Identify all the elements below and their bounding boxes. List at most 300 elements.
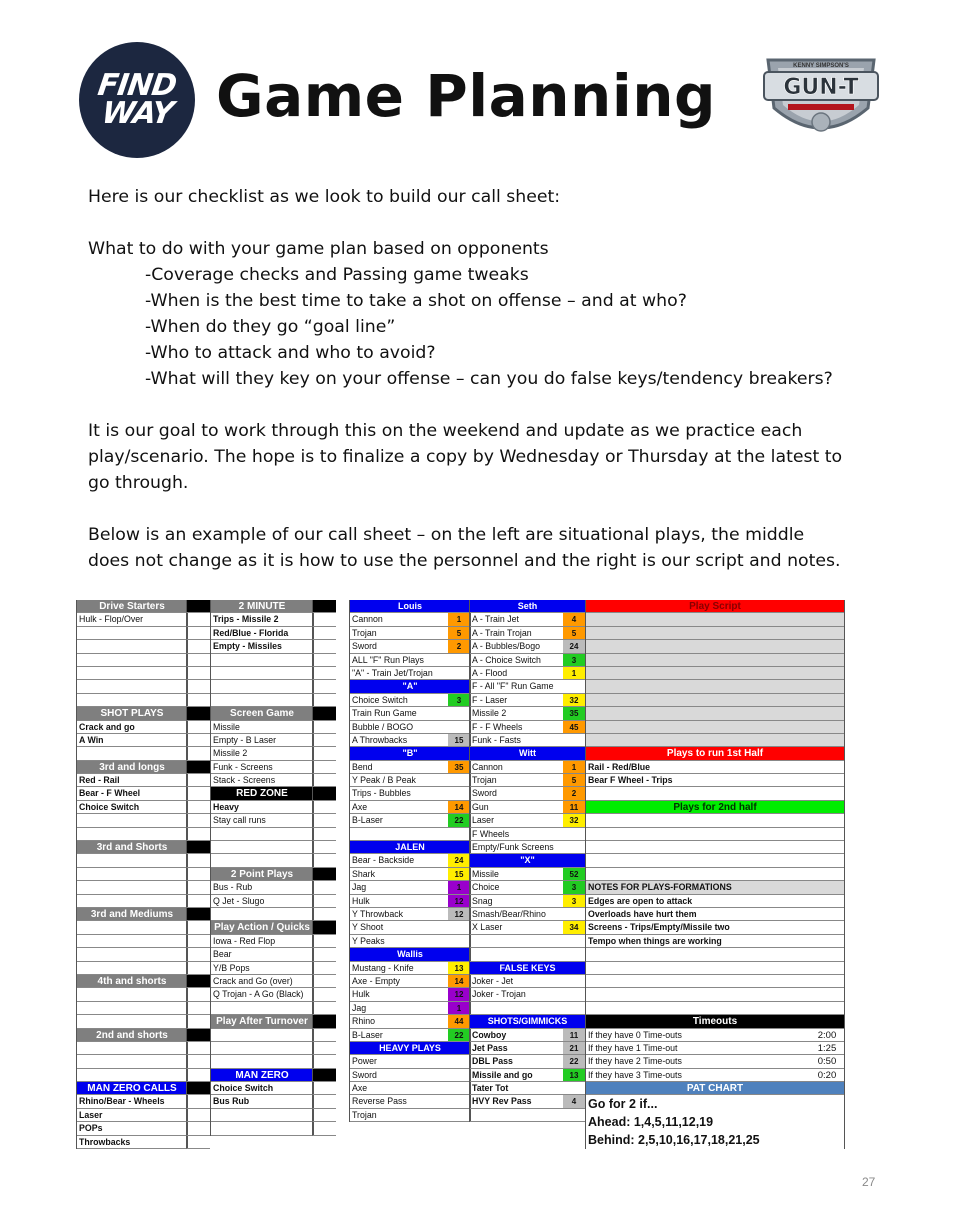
sheet-row bbox=[470, 921, 585, 934]
sheet-cell-number: 5 bbox=[448, 627, 470, 639]
sheet-header-cell bbox=[77, 600, 187, 613]
sheet-row bbox=[211, 935, 313, 948]
sheet-cell-text: Power bbox=[352, 1056, 377, 1067]
sheet-cell-text: MAN ZERO bbox=[235, 1069, 289, 1081]
sheet-spacer-cell bbox=[186, 774, 210, 787]
sheet-row bbox=[586, 935, 844, 948]
sheet-cell-number: 21 bbox=[563, 1042, 585, 1054]
sheet-cell-text: Trips - Bubbles bbox=[352, 788, 411, 799]
sheet-cell-number: 3 bbox=[563, 881, 585, 893]
sheet-cell-number: 11 bbox=[563, 801, 585, 813]
sheet-cell-text: Go for 2 if... bbox=[588, 1097, 658, 1112]
sheet-spacer-cell bbox=[312, 1029, 336, 1042]
sheet-row bbox=[77, 881, 187, 894]
sheet-cell-text: Reverse Pass bbox=[352, 1096, 407, 1107]
sheet-spacer-cell bbox=[186, 787, 210, 800]
sheet-spacer-cell bbox=[186, 895, 210, 908]
sheet-spacer-cell bbox=[186, 1029, 210, 1042]
sheet-cell-text: JALEN bbox=[395, 842, 425, 853]
sheet-spacer-cell bbox=[312, 1095, 336, 1108]
sheet-row bbox=[211, 654, 313, 667]
sheet-row bbox=[211, 841, 313, 854]
sheet-cell-number: 4 bbox=[563, 613, 585, 625]
sheet-cell-text: If they have 1 Time-out bbox=[588, 1042, 678, 1053]
sheet-row bbox=[77, 1055, 187, 1068]
sheet-row bbox=[211, 667, 313, 680]
sheet-row bbox=[211, 895, 313, 908]
sheet-cell-number: 13 bbox=[563, 1069, 585, 1081]
sheet-cell-text: "A" - Train Jet/Trojan bbox=[352, 667, 433, 678]
paragraph-line: go through. bbox=[88, 473, 189, 493]
sheet-row bbox=[350, 774, 470, 787]
sheet-cell-text: Iowa - Red Flop bbox=[213, 935, 276, 946]
call-sheet-personnel-column-2 bbox=[469, 600, 586, 1122]
sheet-row bbox=[470, 1082, 585, 1095]
sheet-cell-text: MAN ZERO CALLS bbox=[87, 1083, 177, 1095]
sheet-spacer-cell bbox=[186, 854, 210, 867]
sheet-spacer-cell bbox=[186, 814, 210, 827]
sheet-spacer-cell bbox=[312, 761, 336, 774]
sheet-cell-text: Axe bbox=[352, 1083, 368, 1094]
call-sheet-situational-column bbox=[76, 600, 188, 1149]
sheet-cell-number: 22 bbox=[448, 814, 470, 826]
sheet-cell-text: POPs bbox=[79, 1123, 103, 1134]
sheet-cell-text: Bus - Rub bbox=[213, 882, 253, 893]
sheet-cell-number: 52 bbox=[563, 868, 585, 880]
sheet-cell-text: Hulk bbox=[352, 895, 370, 906]
sheet-spacer-cell bbox=[186, 680, 210, 693]
sheet-row bbox=[211, 801, 313, 814]
sheet-cell-number: 1 bbox=[563, 761, 585, 773]
sheet-spacer-cell bbox=[186, 1122, 210, 1135]
sheet-row bbox=[77, 1109, 187, 1122]
sheet-header-cell bbox=[211, 600, 313, 613]
sheet-cell-text: A Throwbacks bbox=[352, 734, 408, 745]
sheet-cell-number: 22 bbox=[448, 1029, 470, 1041]
sheet-row bbox=[470, 881, 585, 894]
sheet-cell-number: 1 bbox=[448, 881, 470, 893]
sheet-cell-text: If they have 3 Time-outs bbox=[588, 1069, 682, 1080]
sheet-cell-text: Funk - Screens bbox=[213, 761, 273, 772]
sheet-cell-text: Stack - Screens bbox=[213, 775, 276, 786]
sheet-row bbox=[211, 734, 313, 747]
sheet-row bbox=[470, 908, 585, 921]
sheet-cell-text: Mustang - Knife bbox=[352, 962, 414, 973]
sheet-cell-text: Tempo when things are working bbox=[588, 935, 722, 946]
sheet-cell-text: 3rd and Shorts bbox=[96, 842, 168, 854]
sheet-header-cell bbox=[211, 1069, 313, 1082]
sheet-cell-text: "A" bbox=[402, 681, 418, 692]
sheet-row bbox=[211, 613, 313, 626]
logo-text-line-2: WAY bbox=[99, 96, 175, 131]
sheet-row bbox=[77, 895, 187, 908]
list-heading: What to do with your game plan based on opponents bbox=[88, 239, 549, 259]
sheet-cell-text: Q Jet - Slugo bbox=[213, 895, 265, 906]
sheet-row bbox=[211, 1029, 313, 1042]
sheet-row bbox=[350, 694, 470, 707]
sheet-cell-text: SHOTS/GIMMICKS bbox=[487, 1016, 568, 1027]
sheet-cell-text: PAT CHART bbox=[686, 1083, 744, 1095]
logo-big-text: GUN-T bbox=[783, 75, 859, 100]
sheet-spacer-cell bbox=[312, 841, 336, 854]
sheet-row bbox=[211, 640, 313, 653]
sheet-cell-text: Red/Blue - Florida bbox=[213, 627, 289, 638]
sheet-cell-text: A Win bbox=[79, 734, 104, 745]
sheet-row bbox=[586, 1029, 844, 1042]
sheet-cell-number: 15 bbox=[448, 868, 470, 880]
page-number: 27 bbox=[862, 1175, 876, 1189]
sheet-cell-text: Bubble / BOGO bbox=[352, 721, 414, 732]
sheet-row bbox=[350, 908, 470, 921]
sheet-header-cell bbox=[470, 747, 585, 760]
sheet-cell-text: Choice Switch bbox=[213, 1083, 274, 1094]
sheet-header-cell bbox=[77, 707, 187, 720]
sheet-spacer-cell bbox=[312, 962, 336, 975]
sheet-row bbox=[211, 721, 313, 734]
sheet-cell-number: 1:25 bbox=[817, 1042, 837, 1054]
sheet-header-cell bbox=[586, 600, 844, 613]
sheet-cell-text: ALL "F" Run Plays bbox=[352, 654, 424, 665]
list-item: -Who to attack and who to avoid? bbox=[145, 343, 436, 363]
sheet-row bbox=[586, 707, 844, 720]
sheet-spacer-cell bbox=[186, 721, 210, 734]
sheet-row bbox=[211, 1082, 313, 1095]
sheet-cell-text: Y Peaks bbox=[352, 935, 385, 946]
sheet-row bbox=[586, 774, 844, 787]
sheet-row bbox=[211, 975, 313, 988]
sheet-spacer-cell bbox=[186, 1082, 210, 1095]
sheet-header-cell bbox=[211, 868, 313, 881]
sheet-row bbox=[586, 787, 844, 800]
sheet-cell-number: 5 bbox=[563, 774, 585, 786]
sheet-cell-text: Y Throwback bbox=[352, 908, 404, 919]
sheet-row bbox=[350, 868, 470, 881]
sheet-spacer-cell bbox=[186, 948, 210, 961]
sheet-row bbox=[470, 1109, 585, 1122]
sheet-spacer-cell bbox=[312, 721, 336, 734]
sheet-cell-text: 2 MINUTE bbox=[238, 601, 286, 612]
sheet-cell-text: Crack and go bbox=[79, 721, 135, 732]
sheet-cell-text: 3rd and Mediums bbox=[90, 908, 174, 920]
sheet-cell-text: Play After Turnover bbox=[216, 1016, 308, 1028]
sheet-row bbox=[470, 801, 585, 814]
sheet-row bbox=[586, 921, 844, 934]
sheet-row bbox=[586, 962, 844, 975]
sheet-row bbox=[586, 975, 844, 988]
sheet-spacer-cell bbox=[186, 868, 210, 881]
sheet-row bbox=[586, 895, 844, 908]
sheet-cell-text: Jag bbox=[352, 882, 367, 893]
sheet-cell-text: Gun bbox=[472, 801, 489, 812]
sheet-row bbox=[77, 774, 187, 787]
sheet-spacer-cell bbox=[312, 600, 336, 613]
sheet-cell-text: Rhino/Bear - Wheels bbox=[79, 1096, 165, 1107]
sheet-header-cell bbox=[77, 975, 187, 988]
sheet-cell-text: Funk - Fasts bbox=[472, 734, 521, 745]
sheet-cell-text: Y Shoot bbox=[352, 922, 384, 933]
sheet-row bbox=[350, 707, 470, 720]
sheet-row bbox=[211, 881, 313, 894]
sheet-row bbox=[211, 774, 313, 787]
sheet-spacer-cell bbox=[312, 908, 336, 921]
sheet-row bbox=[350, 761, 470, 774]
sheet-spacer-cell bbox=[312, 948, 336, 961]
sheet-row bbox=[586, 814, 844, 827]
sheet-cell-text: Screen Game bbox=[230, 708, 294, 720]
sheet-row bbox=[470, 948, 585, 961]
sheet-row bbox=[77, 721, 187, 734]
sheet-row bbox=[350, 640, 470, 653]
sheet-cell-text: Joker - Trojan bbox=[472, 989, 526, 1000]
sheet-row bbox=[470, 640, 585, 653]
sheet-row bbox=[350, 1015, 470, 1028]
sheet-cell-text: A - Bubbles/Bogo bbox=[472, 641, 540, 652]
sheet-cell-text: Crack and Go (over) bbox=[213, 975, 293, 986]
sheet-spacer-cell bbox=[312, 854, 336, 867]
sheet-row bbox=[77, 694, 187, 707]
sheet-cell-text: Sword bbox=[352, 641, 377, 652]
sheet-row bbox=[470, 1095, 585, 1108]
page-title: Game Planning bbox=[216, 62, 717, 130]
sheet-row bbox=[586, 1055, 844, 1068]
sheet-row bbox=[350, 921, 470, 934]
intro-text: Here is our checklist as we look to build our call sheet: bbox=[88, 187, 561, 207]
sheet-cell-text: Missile and go bbox=[472, 1069, 533, 1080]
sheet-row bbox=[350, 935, 470, 948]
sheet-cell-text: Trojan bbox=[352, 1109, 377, 1120]
sheet-cell-number: 35 bbox=[448, 761, 470, 773]
sheet-cell-text: HEAVY PLAYS bbox=[379, 1042, 441, 1053]
sheet-cell-text: Axe bbox=[352, 801, 368, 812]
sheet-row bbox=[77, 814, 187, 827]
sheet-spacer-cell bbox=[186, 1015, 210, 1028]
sheet-header-cell bbox=[211, 707, 313, 720]
sheet-header-cell bbox=[77, 761, 187, 774]
sheet-spacer-cell bbox=[186, 908, 210, 921]
sheet-row bbox=[77, 734, 187, 747]
sheet-spacer-cell bbox=[312, 814, 336, 827]
sheet-cell-text: Y Peak / B Peak bbox=[352, 775, 416, 786]
sheet-spacer-cell bbox=[186, 734, 210, 747]
sheet-spacer-cell bbox=[312, 881, 336, 894]
sheet-header-cell bbox=[586, 801, 844, 814]
sheet-cell-text: Axe - Empty bbox=[352, 975, 400, 986]
sheet-cell-text: Timeouts bbox=[692, 1016, 738, 1028]
sheet-row bbox=[470, 774, 585, 787]
sheet-row bbox=[350, 814, 470, 827]
sheet-row bbox=[586, 667, 844, 680]
sheet-header-cell bbox=[350, 1042, 470, 1055]
sheet-cell-number: 24 bbox=[448, 854, 470, 866]
sheet-cell-number: 1 bbox=[448, 1002, 470, 1014]
sheet-row bbox=[350, 627, 470, 640]
sheet-spacer-cell bbox=[186, 962, 210, 975]
sheet-cell-text: 2 Point Plays bbox=[230, 868, 294, 880]
sheet-cell-text: Laser bbox=[79, 1109, 103, 1120]
sheet-spacer-cell bbox=[186, 1042, 210, 1055]
sheet-spacer-cell bbox=[186, 600, 210, 613]
sheet-spacer-cell bbox=[312, 1015, 336, 1028]
sheet-cell-number: 3 bbox=[563, 895, 585, 907]
sheet-spacer-cell bbox=[312, 935, 336, 948]
sheet-cell-text: Hulk - Flop/Over bbox=[79, 614, 144, 625]
sheet-cell-text: Sword bbox=[472, 788, 497, 799]
sheet-cell-text: A - Train Trojan bbox=[472, 627, 532, 638]
sheet-cell-text: Wallis bbox=[397, 949, 423, 960]
sheet-spacer-cell bbox=[312, 734, 336, 747]
sheet-row bbox=[470, 841, 585, 854]
sheet-row bbox=[211, 948, 313, 961]
call-sheet-personnel-column bbox=[349, 600, 471, 1122]
sheet-cell-number: 12 bbox=[448, 908, 470, 920]
sheet-spacer-cell bbox=[312, 895, 336, 908]
sheet-cell-text: Choice Switch bbox=[352, 694, 408, 705]
sheet-row bbox=[586, 908, 844, 921]
sheet-header-cell bbox=[470, 600, 585, 613]
sheet-cell-text: If they have 2 Time-outs bbox=[588, 1056, 682, 1067]
sheet-header-cell bbox=[470, 1015, 585, 1028]
sheet-header-cell bbox=[470, 854, 585, 867]
sheet-cell-text: Trips - Missile 2 bbox=[213, 614, 279, 625]
sheet-cell-text: Choice Switch bbox=[79, 801, 140, 812]
sheet-cell-text: "X" bbox=[520, 855, 535, 866]
paragraph-line: Below is an example of our call sheet – on the left are situational plays, the middle bbox=[88, 525, 805, 545]
sheet-spacer-cell bbox=[312, 921, 336, 934]
sheet-row bbox=[586, 841, 844, 854]
sheet-row bbox=[350, 1002, 470, 1015]
sheet-row bbox=[77, 640, 187, 653]
sheet-spacer-cell bbox=[312, 1109, 336, 1122]
sheet-cell-text: FALSE KEYS bbox=[499, 962, 556, 973]
sheet-cell-text: Seth bbox=[517, 601, 538, 611]
call-sheet-spacer-column bbox=[312, 600, 336, 1136]
sheet-cell-text: F - All "F" Run Game bbox=[472, 681, 554, 692]
sheet-row bbox=[350, 881, 470, 894]
sheet-cell-text: Cannon bbox=[472, 761, 503, 772]
sheet-row bbox=[77, 787, 187, 800]
sheet-cell-text: Play Script bbox=[689, 601, 741, 612]
sheet-row bbox=[77, 1122, 187, 1135]
sheet-spacer-cell bbox=[186, 1136, 210, 1149]
sheet-row bbox=[350, 721, 470, 734]
sheet-row bbox=[350, 667, 470, 680]
sheet-cell-text: Missile 2 bbox=[472, 708, 507, 719]
sheet-spacer-cell bbox=[312, 868, 336, 881]
sheet-header-cell bbox=[350, 600, 470, 613]
sheet-row bbox=[350, 734, 470, 747]
sheet-cell-number: 2:00 bbox=[817, 1029, 837, 1041]
sheet-row bbox=[470, 654, 585, 667]
sheet-cell-text: Empty - B Laser bbox=[213, 734, 277, 745]
sheet-row bbox=[586, 1069, 844, 1082]
sheet-spacer-cell bbox=[186, 1055, 210, 1068]
sheet-row bbox=[586, 640, 844, 653]
sheet-row bbox=[470, 667, 585, 680]
sheet-row bbox=[77, 962, 187, 975]
sheet-cell-text: Missile bbox=[472, 868, 499, 879]
sheet-cell-text: Ahead: 1,4,5,11,12,19 bbox=[588, 1115, 714, 1130]
gun-t-logo bbox=[760, 50, 882, 150]
sheet-row bbox=[470, 1069, 585, 1082]
sheet-cell-text: F Wheels bbox=[472, 828, 510, 839]
sheet-cell-text: NOTES FOR PLAYS-FORMATIONS bbox=[588, 882, 732, 893]
sheet-cell-number: 14 bbox=[448, 801, 470, 813]
sheet-spacer-cell bbox=[186, 667, 210, 680]
sheet-spacer-cell bbox=[186, 921, 210, 934]
sheet-row bbox=[586, 1131, 844, 1149]
sheet-row bbox=[350, 1082, 470, 1095]
sheet-row bbox=[77, 1042, 187, 1055]
sheet-row bbox=[350, 1029, 470, 1042]
sheet-spacer-cell bbox=[186, 841, 210, 854]
sheet-header-cell bbox=[211, 1015, 313, 1028]
list-item: -When do they go “goal line” bbox=[145, 317, 396, 337]
sheet-spacer-cell bbox=[312, 747, 336, 760]
sheet-row bbox=[211, 761, 313, 774]
sheet-row bbox=[586, 854, 844, 867]
sheet-cell-number: 3 bbox=[448, 694, 470, 706]
sheet-row bbox=[77, 613, 187, 626]
sheet-row bbox=[470, 1042, 585, 1055]
sheet-row bbox=[586, 868, 844, 881]
sheet-row bbox=[470, 895, 585, 908]
sheet-spacer-cell bbox=[186, 828, 210, 841]
sheet-row bbox=[470, 988, 585, 1001]
sheet-cell-text: Sword bbox=[352, 1069, 377, 1080]
sheet-cell-text: Bend bbox=[352, 761, 373, 772]
sheet-row bbox=[586, 948, 844, 961]
sheet-spacer-cell bbox=[186, 801, 210, 814]
sheet-cell-text: Plays to run 1st Half bbox=[666, 748, 764, 760]
sheet-row bbox=[211, 814, 313, 827]
sheet-row bbox=[211, 1095, 313, 1108]
sheet-cell-text: SHOT PLAYS bbox=[100, 708, 164, 720]
sheet-cell-text: Play Action / Quicks bbox=[214, 922, 310, 934]
find-a-way-logo bbox=[79, 42, 195, 158]
sheet-spacer-cell bbox=[312, 1069, 336, 1082]
sheet-row bbox=[470, 935, 585, 948]
sheet-row bbox=[470, 721, 585, 734]
sheet-spacer-cell bbox=[186, 988, 210, 1001]
sheet-cell-text: Heavy bbox=[213, 801, 239, 812]
sheet-row bbox=[586, 654, 844, 667]
sheet-cell-text: F - Laser bbox=[472, 694, 508, 705]
sheet-row bbox=[586, 721, 844, 734]
sheet-row bbox=[470, 627, 585, 640]
sheet-spacer-cell bbox=[312, 667, 336, 680]
sheet-cell-number: 12 bbox=[448, 895, 470, 907]
sheet-cell-text: 2nd and shorts bbox=[96, 1029, 168, 1041]
sheet-cell-number: 5 bbox=[563, 627, 585, 639]
sheet-spacer-cell bbox=[312, 1042, 336, 1055]
sheet-row bbox=[77, 948, 187, 961]
sheet-cell-number: 22 bbox=[563, 1055, 585, 1067]
sheet-cell-text: Trojan bbox=[472, 775, 497, 786]
sheet-row bbox=[211, 1002, 313, 1015]
sheet-row bbox=[470, 707, 585, 720]
sheet-cell-text: Screens - Trips/Empty/Missile two bbox=[588, 922, 730, 933]
sheet-row bbox=[77, 1095, 187, 1108]
sheet-row bbox=[211, 1109, 313, 1122]
sheet-header-cell bbox=[586, 1015, 844, 1028]
sheet-cell-text: Throwbacks bbox=[79, 1136, 131, 1147]
sheet-cell-text: Stay call runs bbox=[213, 815, 266, 826]
sheet-spacer-cell bbox=[312, 1082, 336, 1095]
sheet-cell-text: Q Trojan - A Go (Black) bbox=[213, 989, 304, 1000]
sheet-cell-number: 45 bbox=[563, 721, 585, 733]
sheet-spacer-cell bbox=[312, 640, 336, 653]
sheet-row bbox=[586, 680, 844, 693]
